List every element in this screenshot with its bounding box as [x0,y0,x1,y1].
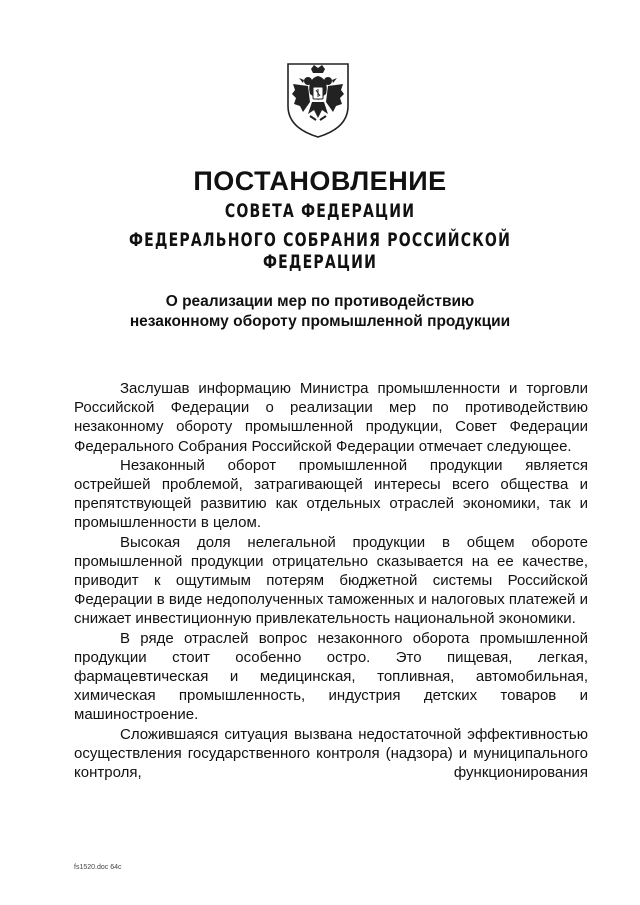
resolution-heading [0,292,640,332]
paragraph: Заслушав информацию Министра промышленности и торговли Российской Федерации о реализации мер по противодействию незаконному обороту промышленной продукции, Совет Федерации Федерального Собрания Российской Федерации отмечает следующее. [74,380,588,455]
resolution-heading-line-2: незаконному обороту промышленной продукции [129,313,511,330]
issuer-line-2: ФЕДЕРАЛЬНОГО СОБРАНИЯ РОССИЙСКОЙ ФЕДЕРАЦИИ [128,229,512,273]
paragraph: В ряде отраслей вопрос незаконного оборота промышленной продукции стоит особенно остро. Это пищевая, легкая, фармацевтическая и медицинская, топливная, автомобильная, химическая промышленность, индустрия детских товаров и машиностроение. [74,629,588,724]
file-code: fs1520.doc 64c [74,864,122,871]
document-body [74,379,588,782]
paragraph: Незаконный оборот промышленной продукции является острейшей проблемой, затрагивающей интересы всего общества и препятствующей развитию как отдельных отраслей экономики, так и промышленности в целом. [74,456,588,532]
paragraph: Сложившаяся ситуация вызвана недостаточной эффективностью осуществления государственного контроля (надзора) и муниципального контроля, функционирования [74,725,588,782]
paragraph: Высокая доля нелегальной продукции в общем обороте промышленной продукции отрицательно сказывается на ее качестве, приводит к ощутимым потерям бюджетной системы Российской Федерации в виде недополученных таможенных и налоговых платежей и снижает инвестиционную привлекательность национальной экономики. [74,533,588,628]
document-title: ПОСТАНОВЛЕНИЕ [193,166,447,196]
resolution-heading-line-1: О реализации мер по противодействию [165,293,475,310]
issuer-line-1: СОВЕТА ФЕДЕРАЦИИ [224,200,416,222]
coat-of-arms-icon [283,60,353,140]
